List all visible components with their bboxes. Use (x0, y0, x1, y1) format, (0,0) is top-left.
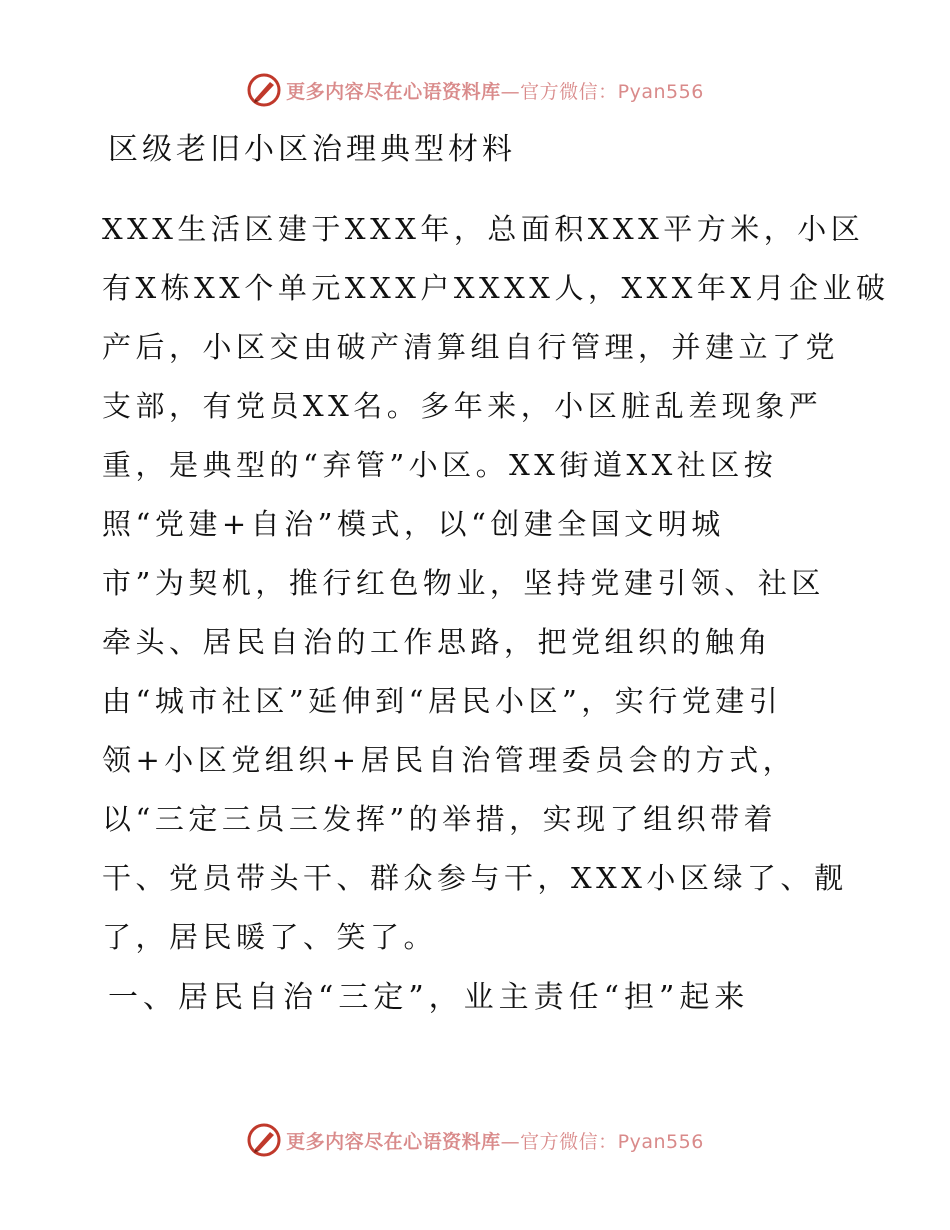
document-body (102, 200, 890, 967)
body-line: 以“三定三员三发挥”的举措，实现了组织带着 (102, 802, 778, 836)
body-line: 支部，有党员XX名。多年来，小区脏乱差现象严 (102, 389, 823, 423)
pen-logo-icon (246, 1122, 282, 1158)
section-heading: 一、居民自治“三定”，业主责任“担”起来 (108, 980, 750, 1015)
footer-banner-text: 更多内容尽在心语资料库—官方微信：Pyan556 (286, 1130, 704, 1153)
document-title: 区级老旧小区治理典型材料 (108, 132, 516, 167)
body-line: 有X栋XX个单元XXX户XXXX人，XXX年X月企业破 (102, 271, 890, 305)
body-line: XXX生活区建于XXX年，总面积XXX平方米，小区 (102, 212, 865, 246)
header-banner (0, 70, 950, 110)
body-line: 了，居民暖了、笑了。 (102, 920, 438, 954)
body-line: 产后，小区交由破产清算组自行管理，并建立了党 (102, 330, 840, 364)
pen-logo-icon (246, 72, 282, 108)
footer-banner (0, 1120, 950, 1160)
body-line: 领+小区党组织+居民自治管理委员会的方式， (102, 743, 797, 777)
body-line: 由“城市社区”延伸到“居民小区”，实行党建引 (102, 684, 783, 718)
header-banner-text: 更多内容尽在心语资料库—官方微信：Pyan556 (286, 80, 704, 103)
body-line: 牵头、居民自治的工作思路，把党组织的触角 (102, 625, 773, 659)
body-line: 照“党建+自治”模式，以“创建全国文明城 (102, 507, 725, 541)
body-line: 干、党员带头干、群众参与干，XXX小区绿了、靓 (102, 861, 848, 895)
body-line: 重，是典型的“弃管”小区。XX街道XX社区按 (102, 448, 778, 482)
body-line: 市”为契机，推行红色物业，坚持党建引领、社区 (102, 566, 825, 600)
